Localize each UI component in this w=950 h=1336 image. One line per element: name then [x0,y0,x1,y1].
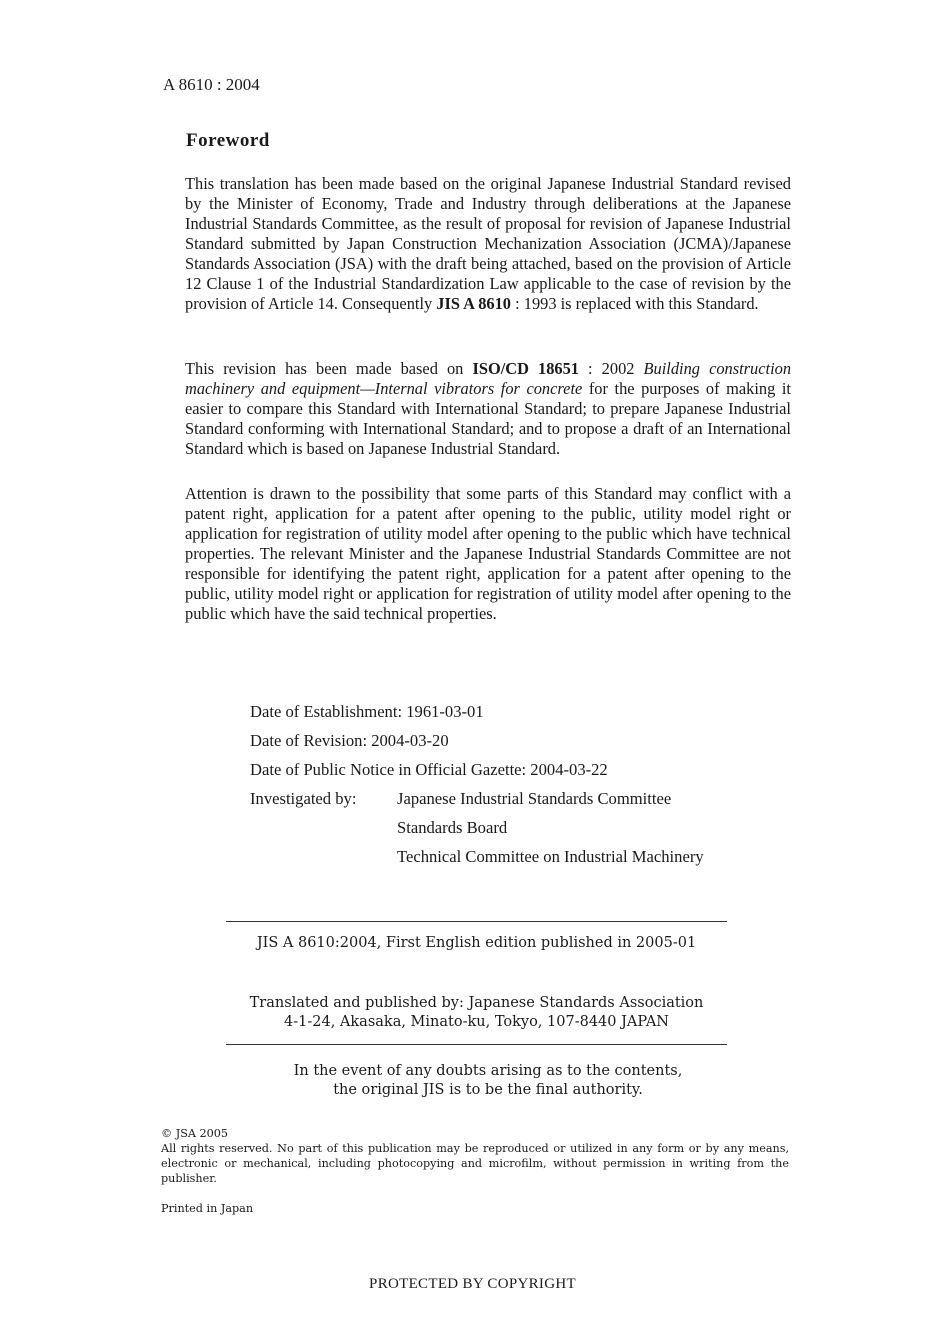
protected-footer: PROTECTED BY COPYRIGHT [369,1276,576,1292]
authority-note-line-1: In the event of any doubts arising as to the contents, [293,1063,683,1079]
copyright-notice: © JSA 2005 [161,1127,228,1140]
investigated-by-label: Investigated by: [250,789,357,808]
publisher-line-1: Translated and published by: Japanese Standards Association [249,995,704,1011]
divider-bottom [226,1044,727,1045]
date-of-establishment: Date of Establishment: 1961-03-01 [250,702,484,721]
authority-note-line-2: the original JIS is to be the final authority. [333,1082,643,1098]
edition-note: JIS A 8610:2004, First English edition published in 2005-01 [256,935,697,951]
paragraph-2-tail: for the purposes of making it easier to compare this Standard with International Standard; to prepare Japanese Industrial Standard conforming with International Standard; and to propose a draft of an International Standard which is based on Japanese Industrial Standard. [185,379,791,458]
document-number: A 8610 : 2004 [163,75,260,94]
investigated-by-committee: Japanese Industrial Standards Committee [397,789,672,808]
foreword-paragraph-3: Attention is drawn to the possibility that some parts of this Standard may conflict with a patent right, application for a patent after opening to the public, utility model right or application for registration of utility model after opening to the public which have technical properties. The relevant Minister and the Japanese Industrial Standards Committee are not responsible for identifying the patent right, application for a patent after opening to the public, utility model right or application for registration of utility model after opening to the public which have the said technical properties. [185,484,791,623]
divider-top [226,921,727,922]
iso-year: : 2002 [578,359,644,378]
iso-reference: ISO/CD 18651 [472,359,579,378]
rights-reserved-text: All rights reserved. No part of this publication may be reproduced or utilized in any form or by any means, electronic or mechanical, including photocopying and microfilm, without permission in writing from the publisher. [161,1142,789,1185]
iso-title: Building construction machinery and equipment—Internal vibrators for concrete [185,359,792,398]
foreword-paragraph-2 [185,359,791,459]
printed-in: Printed in Japan [161,1202,254,1215]
date-of-public-notice: Date of Public Notice in Official Gazette: 2004-03-22 [250,760,608,779]
date-of-revision: Date of Revision: 2004-03-20 [250,731,449,750]
paragraph-2-lead: This revision has been made based on [185,359,473,378]
investigated-by-board: Standards Board [397,818,508,837]
paragraph-1-tail: : 1993 is replaced with this Standard. [511,294,759,313]
jis-reference: JIS A 8610 [436,294,511,313]
publisher-address: 4-1-24, Akasaka, Minato-ku, Tokyo, 107-8440 JAPAN [284,1014,669,1030]
foreword-paragraph-1 [185,174,791,314]
foreword-heading: Foreword [186,130,270,151]
paragraph-1-text: This translation has been made based on the original Japanese Industrial Standard revised by the Minister of Economy, Trade and Industry through deliberations at the Japanese Industrial Standards Committee, as the result of proposal for revision of Japanese Industrial Standard submitted by Japan Construction Mechanization Association (JCMA)/Japanese Standards Association (JSA) with the draft being attached, based on the provision of Article 12 Clause 1 of the Industrial Standardization Law applicable to the case of revision by the provision of Article 14. Consequently [185,174,791,313]
investigated-by-technical-committee: Technical Committee on Industrial Machinery [397,847,704,866]
